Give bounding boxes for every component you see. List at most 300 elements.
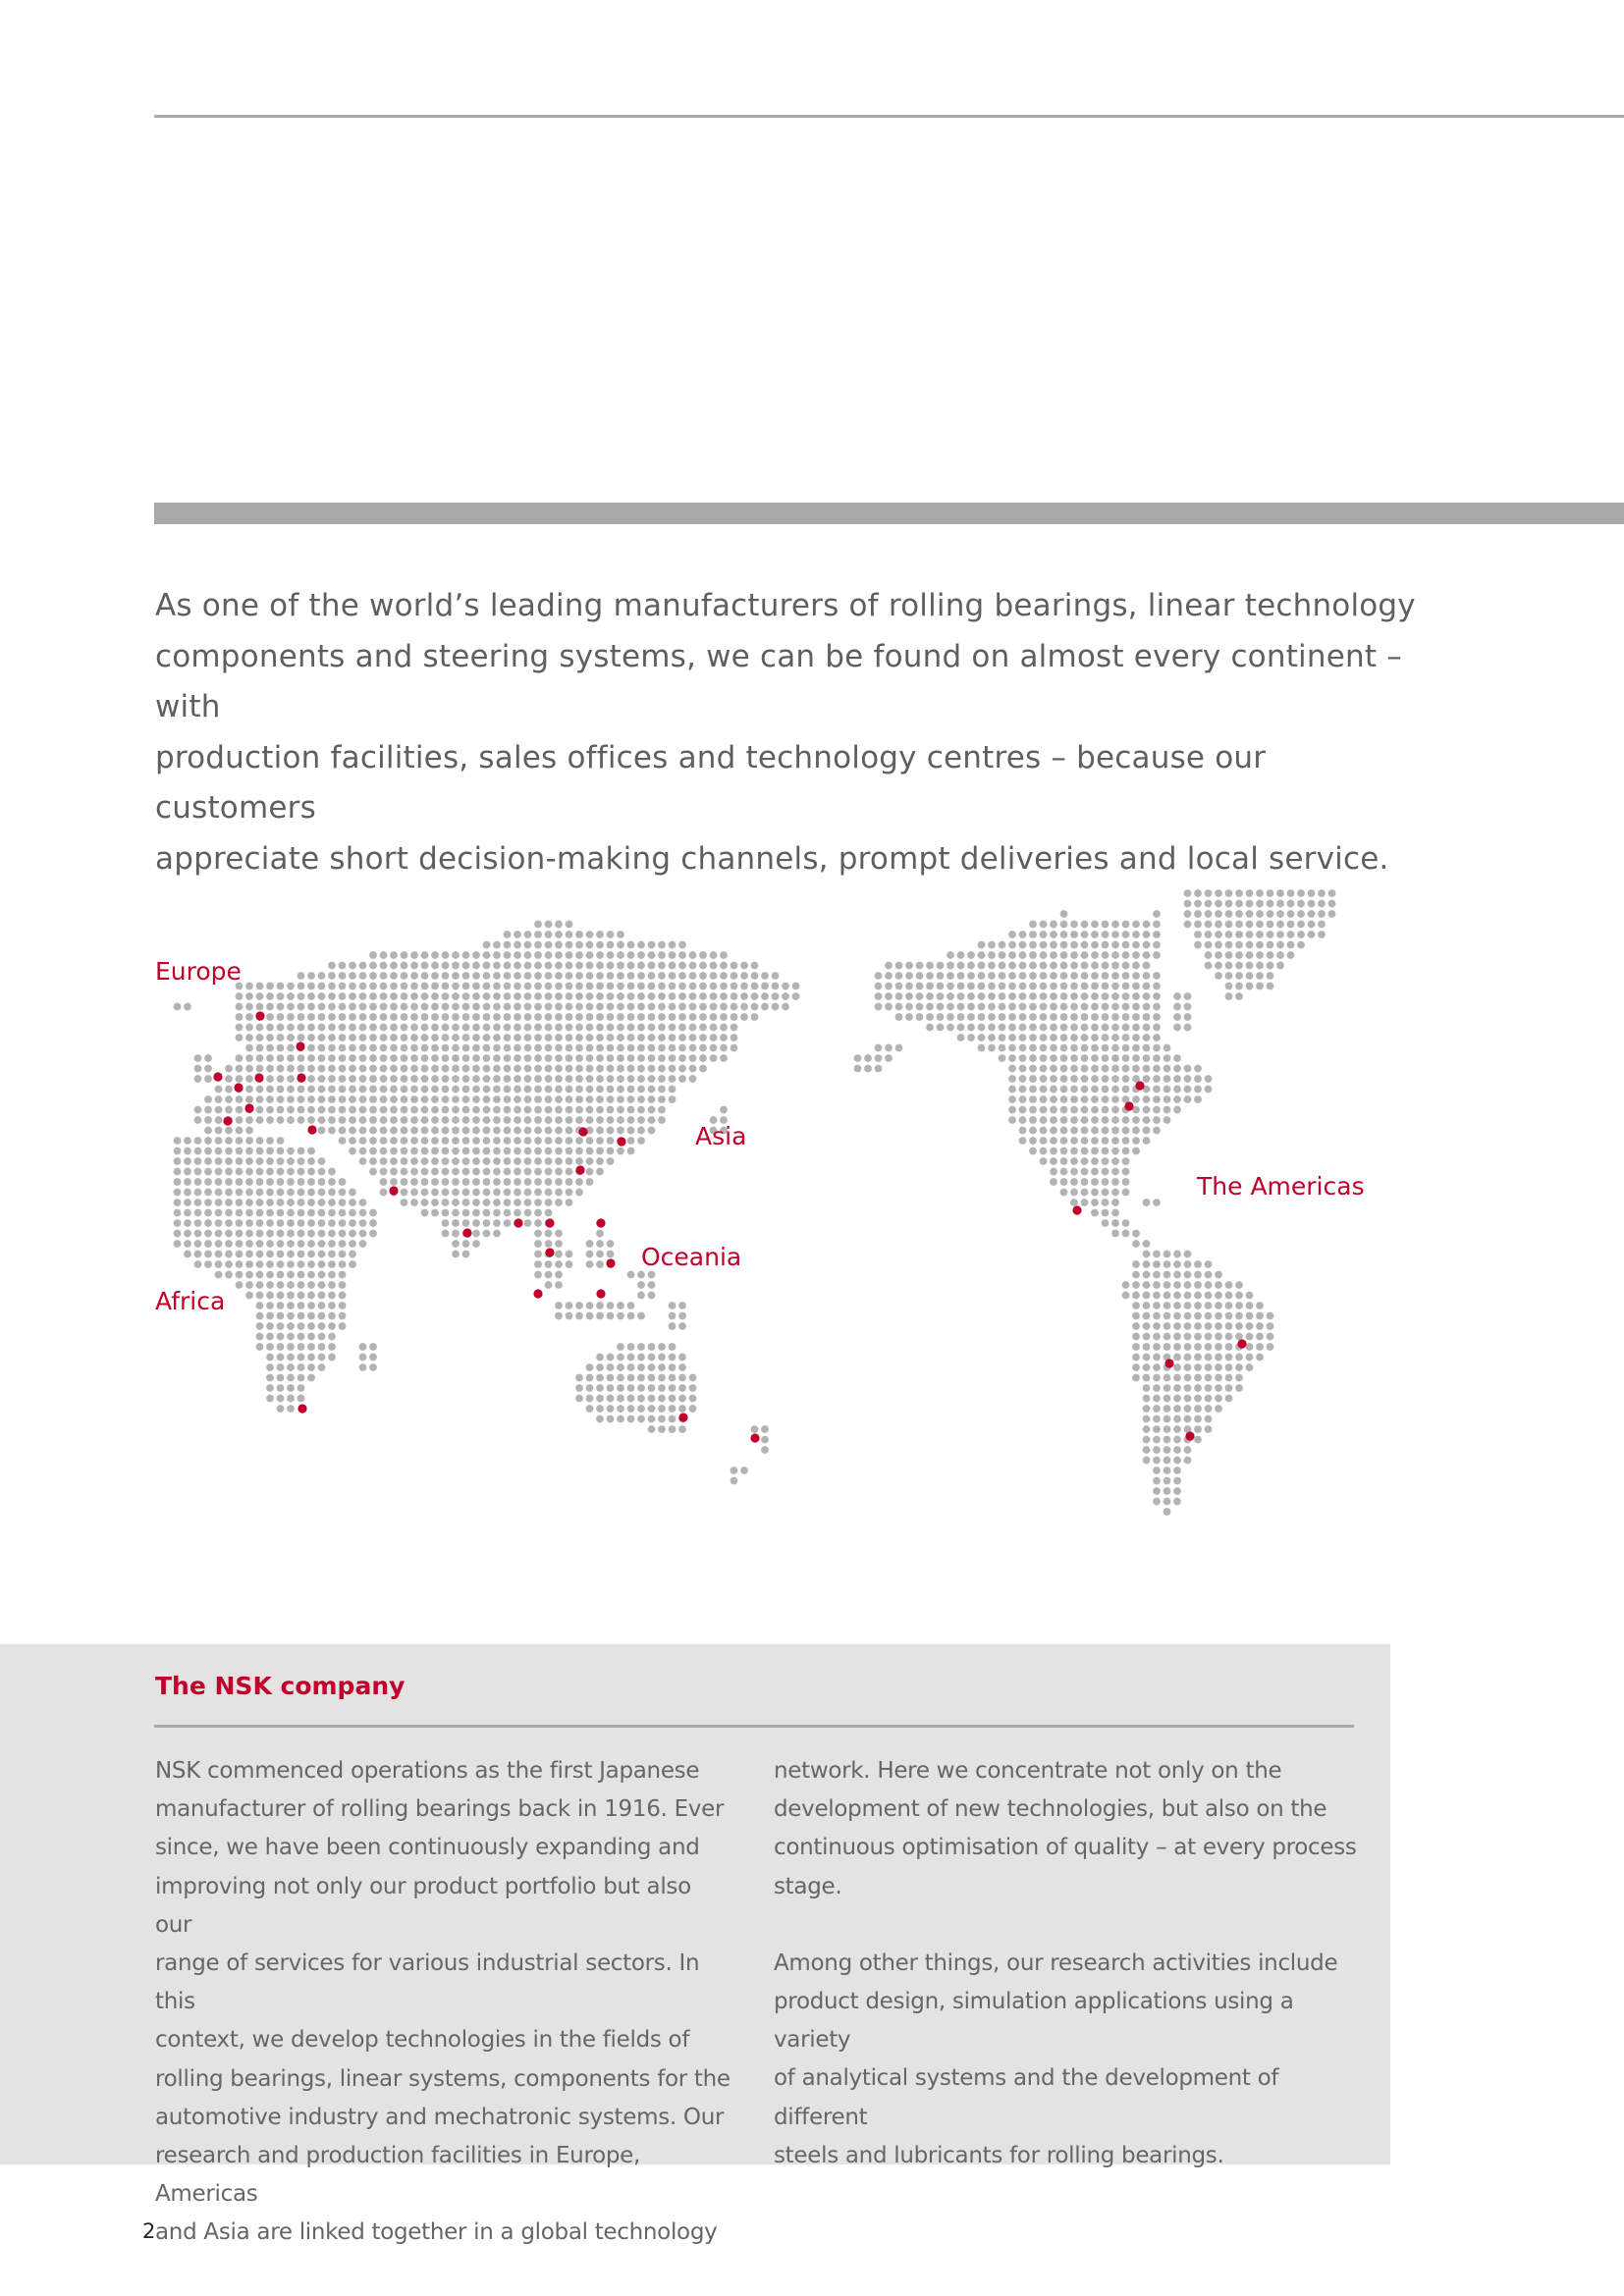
land-dot xyxy=(1246,1302,1254,1309)
land-dot xyxy=(575,1312,583,1320)
land-dot xyxy=(627,1137,635,1145)
land-dot xyxy=(669,1405,677,1413)
land-dot xyxy=(926,962,934,970)
land-dot xyxy=(1153,1116,1161,1124)
land-dot xyxy=(256,1086,264,1094)
land-dot xyxy=(1318,900,1326,908)
land-dot xyxy=(266,1363,274,1371)
land-dot xyxy=(1205,1415,1213,1423)
land-dot xyxy=(895,992,903,1000)
land-dot xyxy=(1122,931,1130,938)
land-dot xyxy=(1102,962,1110,970)
land-dot xyxy=(596,1106,604,1114)
land-dot xyxy=(566,972,573,980)
land-dot xyxy=(1008,1034,1016,1041)
land-dot xyxy=(689,972,697,980)
land-dot xyxy=(1081,962,1089,970)
land-dot xyxy=(617,1003,624,1011)
land-dot xyxy=(318,1168,326,1176)
land-dot xyxy=(328,1230,336,1238)
text-line: of analytical systems and the development of different xyxy=(774,2065,1279,2130)
land-dot xyxy=(1060,1095,1068,1103)
land-dot xyxy=(637,1054,645,1062)
land-dot xyxy=(256,1065,264,1073)
land-dot xyxy=(751,992,759,1000)
land-dot xyxy=(277,1405,285,1413)
land-dot xyxy=(1081,1148,1089,1155)
land-dot xyxy=(1008,992,1016,1000)
land-dot xyxy=(277,1044,285,1052)
land-dot xyxy=(504,951,512,959)
land-dot xyxy=(1256,1302,1264,1309)
land-dot xyxy=(472,1178,480,1186)
land-dot xyxy=(637,1415,645,1423)
land-dot xyxy=(349,972,356,980)
land-dot xyxy=(236,1054,244,1062)
land-dot xyxy=(1102,1127,1110,1135)
land-dot xyxy=(1164,1044,1171,1052)
land-dot xyxy=(431,1168,439,1176)
land-dot xyxy=(307,1013,315,1021)
land-dot xyxy=(1111,1024,1119,1032)
land-dot xyxy=(245,1209,253,1217)
land-dot xyxy=(740,972,748,980)
land-dot xyxy=(1205,1312,1213,1320)
land-dot xyxy=(339,1054,347,1062)
land-dot xyxy=(483,1209,491,1217)
land-dot xyxy=(328,1168,336,1176)
land-dot xyxy=(1194,1281,1202,1289)
land-dot xyxy=(380,992,388,1000)
land-dot xyxy=(1164,1508,1171,1516)
land-dot xyxy=(493,1199,501,1206)
land-dot xyxy=(669,1395,677,1403)
land-dot xyxy=(1029,1086,1037,1094)
land-dot xyxy=(1194,1095,1202,1103)
land-dot xyxy=(1019,1075,1027,1083)
land-dot xyxy=(555,1251,563,1258)
land-dot xyxy=(1050,1013,1057,1021)
land-dot xyxy=(1091,941,1099,949)
land-dot xyxy=(586,1405,594,1413)
land-dot xyxy=(575,951,583,959)
land-dot xyxy=(1164,1425,1171,1433)
land-dot xyxy=(1225,951,1233,959)
land-dot xyxy=(401,962,408,970)
land-dot xyxy=(699,1044,707,1052)
land-dot xyxy=(318,1209,326,1217)
land-dot xyxy=(999,1003,1006,1011)
land-dot xyxy=(524,1024,532,1032)
land-dot xyxy=(1173,1281,1181,1289)
land-dot xyxy=(1029,1127,1037,1135)
land-dot xyxy=(1060,1054,1068,1062)
land-dot xyxy=(328,1003,336,1011)
land-dot xyxy=(1235,951,1243,959)
land-dot xyxy=(607,1312,615,1320)
land-dot xyxy=(390,1127,398,1135)
land-dot xyxy=(586,1374,594,1382)
land-dot xyxy=(339,1292,347,1300)
land-dot xyxy=(1019,962,1027,970)
land-dot xyxy=(1019,1116,1027,1124)
land-dot xyxy=(1040,1065,1048,1073)
land-dot xyxy=(658,1075,666,1083)
land-dot xyxy=(410,1189,418,1197)
land-dot xyxy=(1164,1446,1171,1454)
land-dot xyxy=(720,951,728,959)
land-dot xyxy=(359,1343,367,1351)
land-dot xyxy=(761,983,769,990)
land-dot xyxy=(617,1395,624,1403)
land-dot xyxy=(245,1189,253,1197)
land-dot xyxy=(390,1075,398,1083)
land-dot xyxy=(555,931,563,938)
land-dot xyxy=(555,941,563,949)
company-title: The NSK company xyxy=(155,1672,406,1700)
land-dot xyxy=(586,1168,594,1176)
land-dot xyxy=(410,1086,418,1094)
land-dot xyxy=(596,931,604,938)
land-dot xyxy=(596,1251,604,1258)
land-dot xyxy=(339,1209,347,1217)
land-dot xyxy=(215,1209,223,1217)
land-dot xyxy=(298,1302,305,1309)
land-dot xyxy=(1328,889,1336,897)
land-dot xyxy=(1091,1003,1099,1011)
land-dot xyxy=(678,1374,686,1382)
land-dot xyxy=(1287,900,1295,908)
land-dot xyxy=(256,1260,264,1268)
land-dot xyxy=(1102,1137,1110,1145)
land-dot xyxy=(1194,1363,1202,1371)
land-dot xyxy=(524,1034,532,1041)
land-dot xyxy=(1081,1024,1089,1032)
land-dot xyxy=(184,1189,191,1197)
land-dot xyxy=(1287,889,1295,897)
land-dot xyxy=(534,1209,542,1217)
land-dot xyxy=(627,1374,635,1382)
land-dot xyxy=(555,1148,563,1155)
location-marker xyxy=(578,1127,587,1136)
land-dot xyxy=(266,1044,274,1052)
land-dot xyxy=(586,1106,594,1114)
land-dot xyxy=(369,1044,377,1052)
land-dot xyxy=(380,1127,388,1135)
land-dot xyxy=(1029,1106,1037,1114)
land-dot xyxy=(215,1106,223,1114)
company-paragraph xyxy=(155,1752,734,2253)
land-dot xyxy=(1143,1343,1151,1351)
land-dot xyxy=(1164,1415,1171,1423)
land-dot xyxy=(359,1240,367,1248)
land-dot xyxy=(534,983,542,990)
land-dot xyxy=(885,983,893,990)
land-dot xyxy=(699,983,707,990)
land-dot xyxy=(1153,1395,1161,1403)
land-dot xyxy=(504,1106,512,1114)
land-dot xyxy=(1256,889,1264,897)
land-dot xyxy=(1173,1384,1181,1392)
land-dot xyxy=(607,1384,615,1392)
land-dot xyxy=(658,1354,666,1362)
land-dot xyxy=(534,1168,542,1176)
land-dot xyxy=(452,1137,460,1145)
land-dot xyxy=(566,1075,573,1083)
land-dot xyxy=(1040,1127,1048,1135)
land-dot xyxy=(245,1024,253,1032)
land-dot xyxy=(462,1086,470,1094)
land-dot xyxy=(245,1148,253,1155)
land-dot xyxy=(669,1065,677,1073)
land-dot xyxy=(1029,951,1037,959)
land-dot xyxy=(1070,1095,1078,1103)
land-dot xyxy=(1050,1148,1057,1155)
land-dot xyxy=(627,992,635,1000)
land-dot xyxy=(174,1148,182,1155)
land-dot xyxy=(555,1168,563,1176)
land-dot xyxy=(462,1054,470,1062)
land-dot xyxy=(194,1219,202,1227)
land-dot xyxy=(431,1054,439,1062)
land-dot xyxy=(1153,1498,1161,1506)
land-dot xyxy=(287,1013,295,1021)
land-dot xyxy=(462,1065,470,1073)
land-dot xyxy=(648,1405,656,1413)
land-dot xyxy=(236,1003,244,1011)
land-dot xyxy=(1040,1157,1048,1165)
land-dot xyxy=(978,972,986,980)
land-dot xyxy=(256,1095,264,1103)
land-dot xyxy=(390,1013,398,1021)
land-dot xyxy=(1205,1354,1213,1362)
land-dot xyxy=(225,1240,233,1248)
land-dot xyxy=(452,1013,460,1021)
land-dot xyxy=(555,1003,563,1011)
text-line: network. Here we concentrate not only on the xyxy=(774,1758,1282,1784)
land-dot xyxy=(1153,1024,1161,1032)
land-dot xyxy=(689,1054,697,1062)
land-dot xyxy=(1235,910,1243,918)
land-dot xyxy=(534,1127,542,1135)
land-dot xyxy=(586,1178,594,1186)
land-dot xyxy=(699,962,707,970)
land-dot xyxy=(174,1189,182,1197)
land-dot xyxy=(483,941,491,949)
world-map xyxy=(0,864,1624,1551)
land-dot xyxy=(555,983,563,990)
land-dot xyxy=(245,1075,253,1083)
land-dot xyxy=(545,1127,553,1135)
land-dot xyxy=(1164,1271,1171,1279)
land-dot xyxy=(1143,1044,1151,1052)
land-dot xyxy=(555,962,563,970)
land-dot xyxy=(493,1148,501,1155)
land-dot xyxy=(277,983,285,990)
land-dot xyxy=(215,1199,223,1206)
land-dot xyxy=(1070,1199,1078,1206)
land-dot xyxy=(1194,1374,1202,1382)
land-dot xyxy=(442,1178,450,1186)
land-dot xyxy=(988,962,996,970)
land-dot xyxy=(380,1137,388,1145)
land-dot xyxy=(318,1189,326,1197)
land-dot xyxy=(298,1384,305,1392)
land-dot xyxy=(937,1013,945,1021)
land-dot xyxy=(689,1395,697,1403)
land-dot xyxy=(462,1178,470,1186)
land-dot xyxy=(318,983,326,990)
land-dot xyxy=(349,1095,356,1103)
land-dot xyxy=(1215,1405,1222,1413)
land-dot xyxy=(472,1240,480,1248)
land-dot xyxy=(339,1086,347,1094)
land-dot xyxy=(1225,1374,1233,1382)
land-dot xyxy=(421,1095,429,1103)
land-dot xyxy=(390,1157,398,1165)
land-dot xyxy=(1132,931,1140,938)
land-dot xyxy=(1153,1003,1161,1011)
land-dot xyxy=(1008,1024,1016,1032)
land-dot xyxy=(514,1054,521,1062)
land-dot xyxy=(545,1157,553,1165)
land-dot xyxy=(1091,983,1099,990)
land-dot xyxy=(627,1106,635,1114)
land-dot xyxy=(245,1230,253,1238)
land-dot xyxy=(678,1363,686,1371)
land-dot xyxy=(607,1013,615,1021)
land-dot xyxy=(761,1425,769,1433)
land-dot xyxy=(1081,992,1089,1000)
land-dot xyxy=(1225,1395,1233,1403)
land-dot xyxy=(369,992,377,1000)
land-dot xyxy=(442,992,450,1000)
land-dot xyxy=(225,1260,233,1268)
land-dot xyxy=(607,1065,615,1073)
land-dot xyxy=(287,1116,295,1124)
land-dot xyxy=(369,1013,377,1021)
land-dot xyxy=(472,962,480,970)
land-dot xyxy=(575,1137,583,1145)
land-dot xyxy=(555,1157,563,1165)
land-dot xyxy=(617,1095,624,1103)
land-dot xyxy=(318,1343,326,1351)
land-dot xyxy=(483,1003,491,1011)
land-dot xyxy=(472,972,480,980)
land-dot xyxy=(493,951,501,959)
land-dot xyxy=(410,1168,418,1176)
land-dot xyxy=(534,1148,542,1155)
land-dot xyxy=(617,1106,624,1114)
land-dot xyxy=(699,1013,707,1021)
land-dot xyxy=(678,951,686,959)
land-dot xyxy=(442,1003,450,1011)
land-dot xyxy=(493,1230,501,1238)
land-dot xyxy=(586,992,594,1000)
land-dot xyxy=(277,1075,285,1083)
land-dot xyxy=(524,1065,532,1073)
land-dot xyxy=(504,1199,512,1206)
land-dot xyxy=(472,1157,480,1165)
land-dot xyxy=(256,1240,264,1248)
land-dot xyxy=(287,1003,295,1011)
land-dot xyxy=(1184,889,1192,897)
land-dot xyxy=(1225,962,1233,970)
land-dot xyxy=(596,983,604,990)
land-dot xyxy=(1297,900,1305,908)
land-dot xyxy=(287,1054,295,1062)
land-dot xyxy=(287,1405,295,1413)
land-dot xyxy=(483,1137,491,1145)
land-dot xyxy=(225,1251,233,1258)
land-dot xyxy=(452,1189,460,1197)
land-dot xyxy=(1008,1095,1016,1103)
land-dot xyxy=(245,992,253,1000)
land-dot xyxy=(174,1168,182,1176)
land-dot xyxy=(648,1034,656,1041)
land-dot xyxy=(307,1260,315,1268)
land-dot xyxy=(1164,1292,1171,1300)
land-dot xyxy=(431,1044,439,1052)
land-dot xyxy=(359,1199,367,1206)
land-dot xyxy=(421,1013,429,1021)
land-dot xyxy=(287,1271,295,1279)
land-dot xyxy=(1081,1116,1089,1124)
land-dot xyxy=(462,1168,470,1176)
land-dot xyxy=(658,1395,666,1403)
land-dot xyxy=(514,1086,521,1094)
land-dot xyxy=(627,1054,635,1062)
land-dot xyxy=(204,1095,212,1103)
land-dot xyxy=(669,1044,677,1052)
land-dot xyxy=(1102,1168,1110,1176)
land-dot xyxy=(298,1199,305,1206)
land-dot xyxy=(1111,1157,1119,1165)
land-dot xyxy=(493,992,501,1000)
land-dot xyxy=(256,1333,264,1341)
land-dot xyxy=(782,1003,789,1011)
land-dot xyxy=(648,972,656,980)
land-dot xyxy=(410,1065,418,1073)
land-dot xyxy=(751,1013,759,1021)
land-dot xyxy=(1122,1168,1130,1176)
land-dot xyxy=(710,1013,718,1021)
land-dot xyxy=(947,1024,954,1032)
land-dot xyxy=(1297,931,1305,938)
text-line: development of new technologies, but also on the xyxy=(774,1796,1327,1823)
land-dot xyxy=(1153,1281,1161,1289)
land-dot xyxy=(875,972,883,980)
land-dot xyxy=(637,1384,645,1392)
land-dot xyxy=(885,1044,893,1052)
land-dot xyxy=(1153,910,1161,918)
land-dot xyxy=(266,1199,274,1206)
land-dot xyxy=(1102,1013,1110,1021)
land-dot xyxy=(1040,972,1048,980)
land-dot xyxy=(452,1168,460,1176)
land-dot xyxy=(607,1363,615,1371)
land-dot xyxy=(534,1075,542,1083)
land-dot xyxy=(575,1395,583,1403)
land-dot xyxy=(287,1157,295,1165)
land-dot xyxy=(410,1127,418,1135)
land-dot xyxy=(926,992,934,1000)
land-dot xyxy=(236,1168,244,1176)
land-dot xyxy=(1111,962,1119,970)
land-dot xyxy=(194,1054,202,1062)
land-dot xyxy=(524,1086,532,1094)
land-dot xyxy=(1328,910,1336,918)
